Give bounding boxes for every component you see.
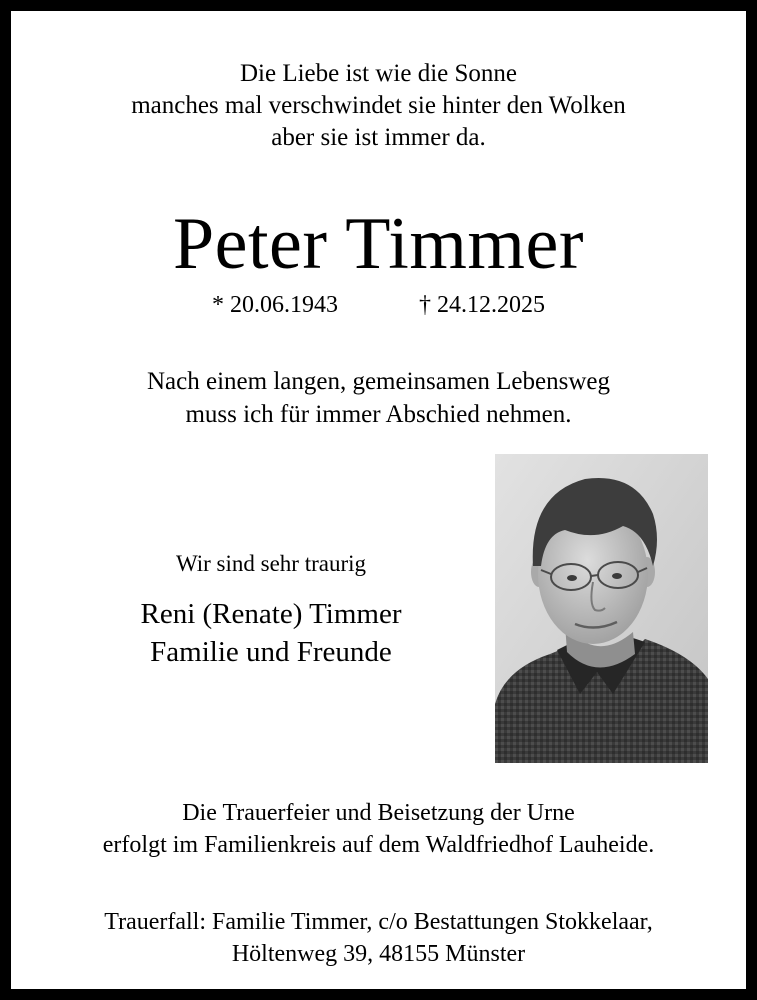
farewell-message bbox=[11, 365, 746, 431]
message-line: Nach einem langen, gemeinsamen Lebensweg bbox=[146, 368, 610, 395]
mourners bbox=[81, 595, 461, 671]
contact-line: Höltenweg 39, 48155 Münster bbox=[231, 941, 526, 967]
portrait-photo bbox=[495, 454, 708, 763]
sad-line: Wir sind sehr traurig bbox=[175, 551, 367, 576]
mourner-line: Familie und Freunde bbox=[150, 636, 392, 668]
funeral-line: erfolgt im Familienkreis auf dem Waldfriedhof Lauheide. bbox=[102, 832, 655, 858]
funeral-info bbox=[11, 797, 746, 861]
message-line: muss ich für immer Abschied nehmen. bbox=[185, 401, 572, 428]
poem bbox=[11, 58, 746, 154]
contact-address bbox=[11, 906, 746, 970]
poem-line: aber sie ist immer da. bbox=[271, 124, 486, 151]
poem-line: manches mal verschwindet sie hinter den Wolken bbox=[131, 92, 626, 119]
death-date: † 24.12.2025 bbox=[419, 292, 545, 318]
deceased-name: Peter Timmer bbox=[173, 203, 584, 285]
contact-line: Trauerfall: Familie Timmer, c/o Bestattungen Stokkelaar, bbox=[104, 909, 653, 935]
mourner-line: Reni (Renate) Timmer bbox=[140, 598, 402, 630]
funeral-line: Die Trauerfeier und Beisetzung der Urne bbox=[182, 800, 575, 826]
birth-date: * 20.06.1943 bbox=[212, 292, 338, 318]
poem-line: Die Liebe ist wie die Sonne bbox=[239, 60, 517, 87]
